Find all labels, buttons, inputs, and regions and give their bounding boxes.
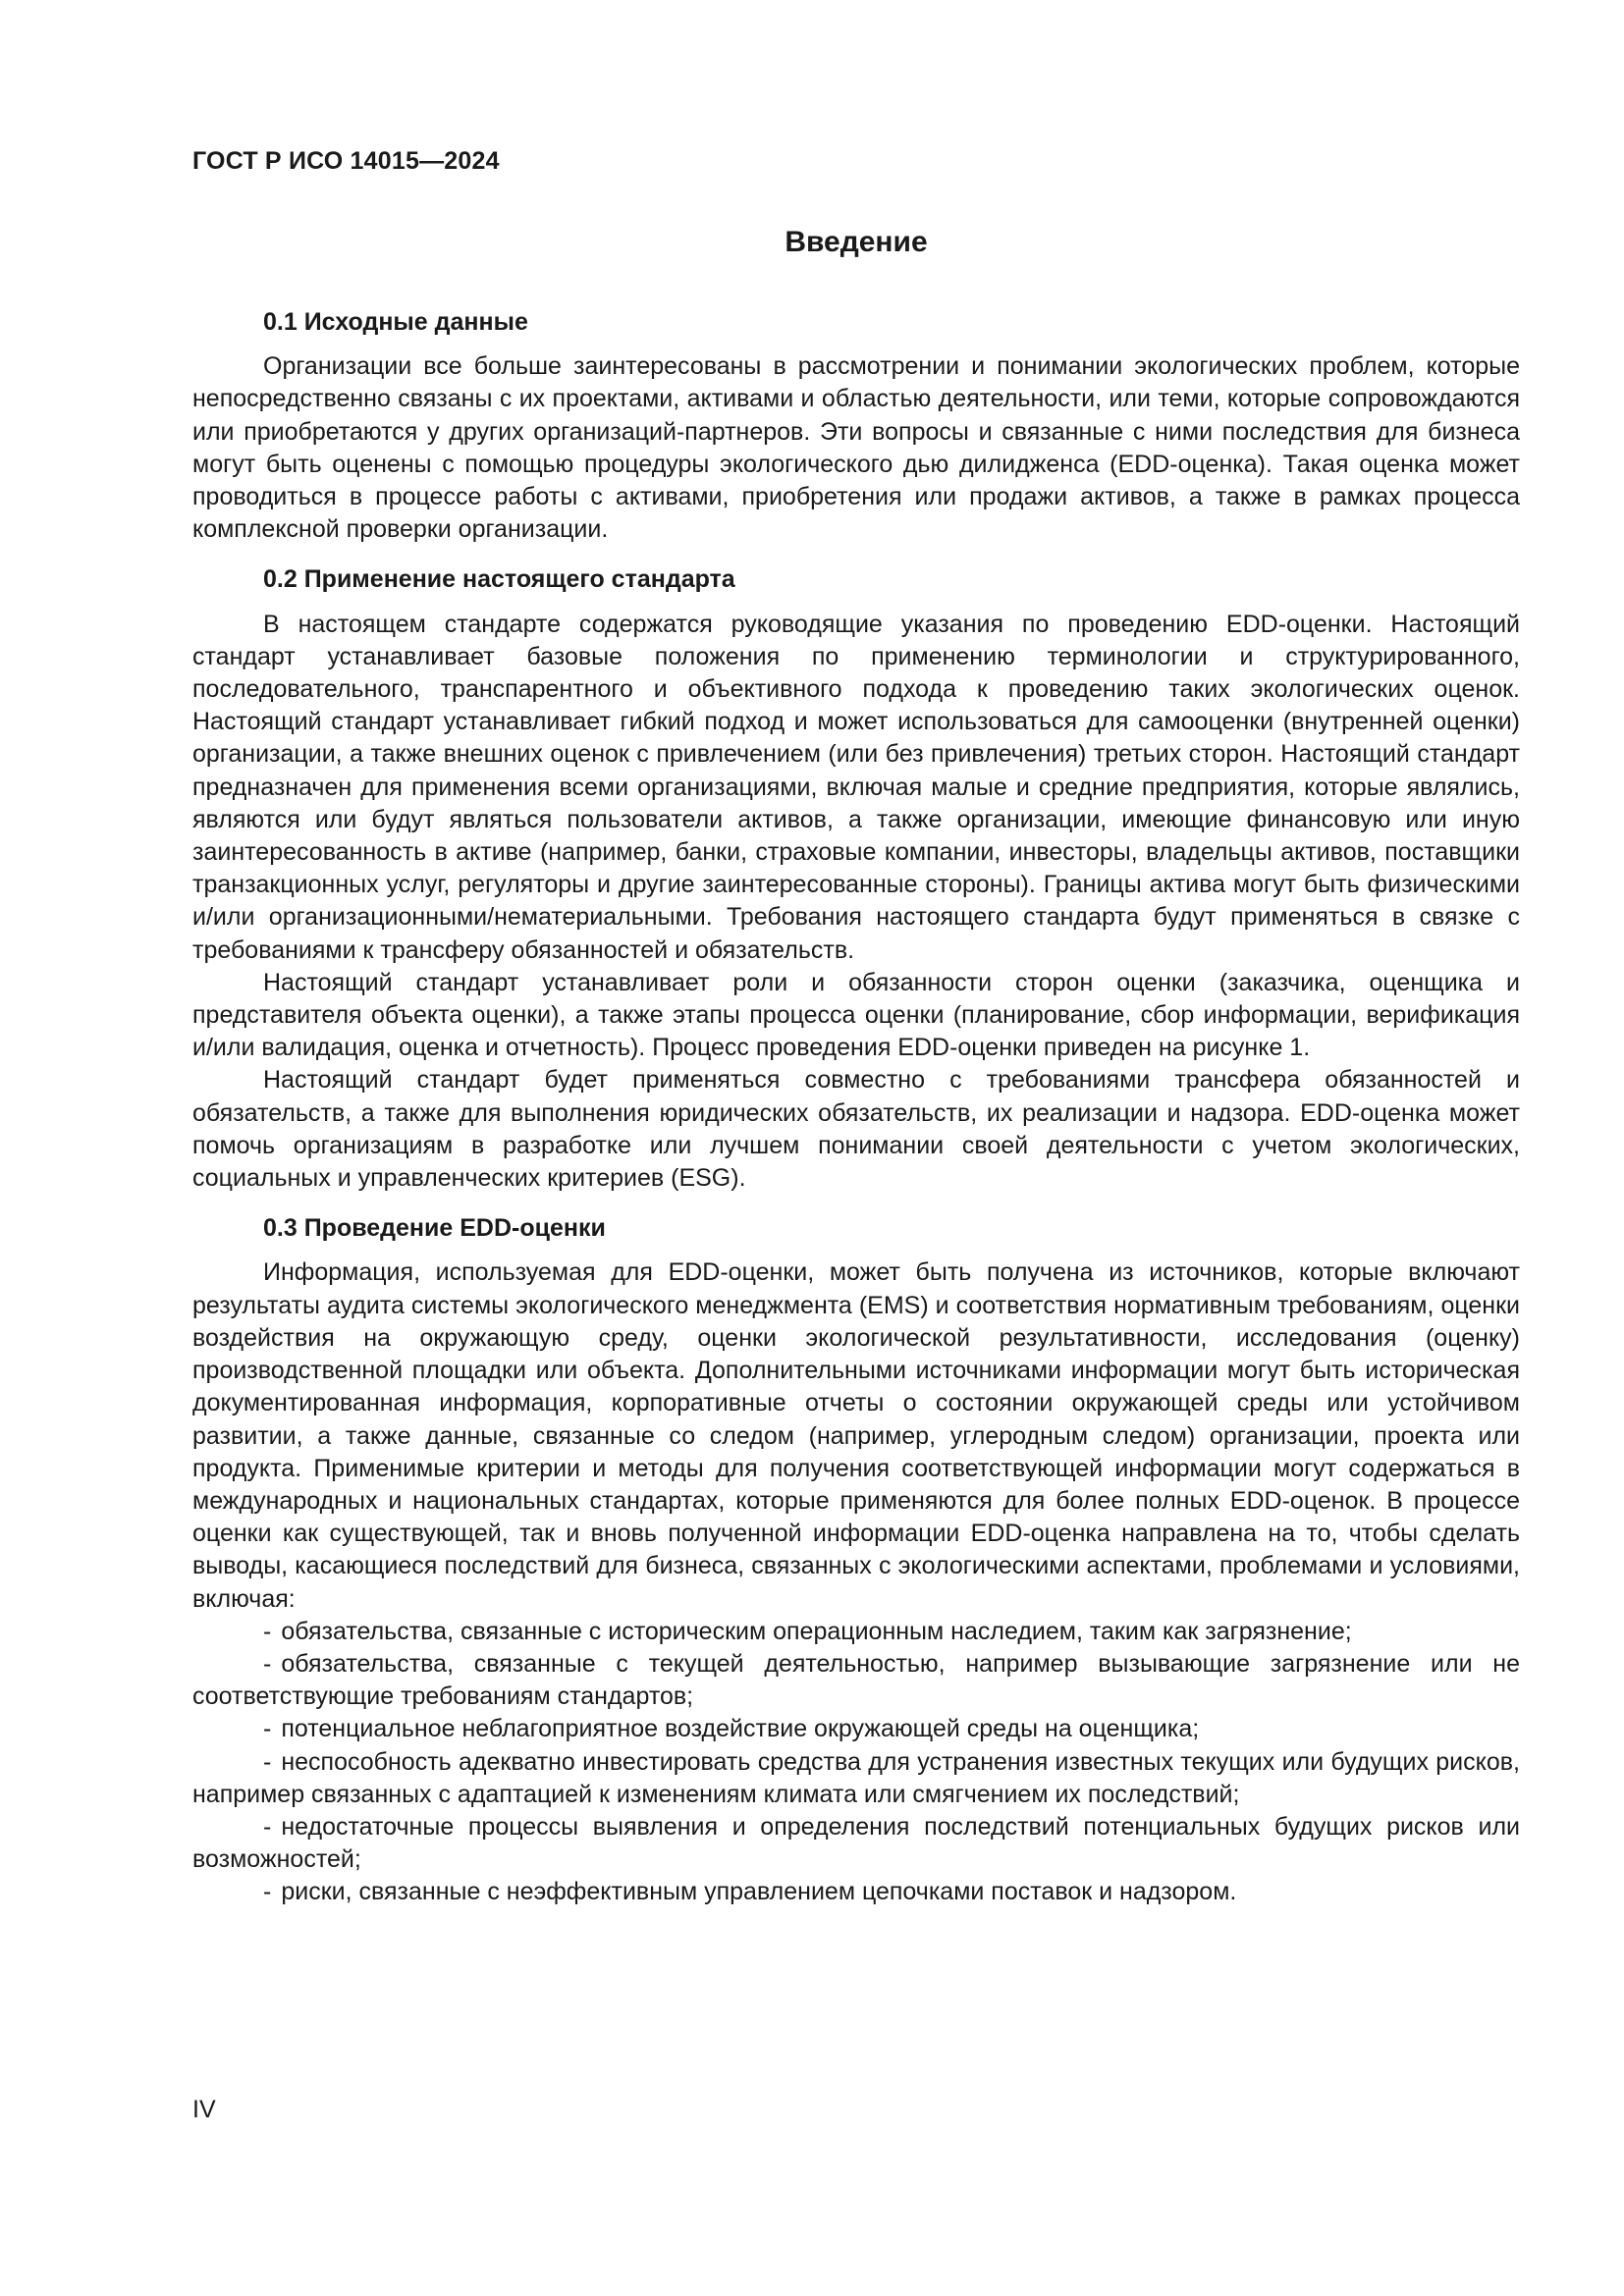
section-spacer <box>192 546 1520 563</box>
consequences-list <box>192 1616 1520 1909</box>
section-0-2 <box>192 563 1520 1195</box>
list-item <box>192 1713 1520 1745</box>
dash-marker: - <box>263 1812 272 1841</box>
list-item-text: обязательства, связанные с историческим операционным наследием, таким как загрязнение; <box>281 1617 1352 1645</box>
list-item <box>192 1746 1520 1811</box>
section-heading: 0.2 Применение настоящего стандарта <box>263 565 735 594</box>
list-item-text: недостаточные процессы выявления и определения последствий потенциальных будущих рисков или возможностей; <box>192 1812 1520 1874</box>
list-item <box>192 1811 1520 1876</box>
section-0-1 <box>192 306 1520 546</box>
section-heading: 0.3 Проведение EDD-оценки <box>263 1214 606 1243</box>
paragraph: Информация, используемая для EDD-оценки, может быть получена из источников, которые включают результаты аудита системы экологического менеджмента (EMS) и соответствия нормативным требованиям, оценки воздействия на окружающую среду, оценки экологической результативности, исследования (оценку) производственной площадки или объекта. Дополнительными источниками информации могут быть историческая документированная информация, корпоративные отчеты о состоянии окружающей среды или устойчивом развитии, а также данные, связанные со следом (например, углеродным следом) организации, проекта или продукта. Применимые критерии и методы для получения соответствующей информации могут содержаться в международных и национальных стандартах, которые применяются для более полных EDD-оценок. В процессе оценки как существующей, так и вновь полученной информации EDD-оценка направлена на то, чтобы сделать выводы, касающиеся последствий для бизнеса, связанных с экологическими аспектами, проблемами и условиями, включая: <box>192 1258 1520 1613</box>
dash-marker: - <box>263 1617 272 1645</box>
page-number: IV <box>192 2096 216 2123</box>
list-item <box>192 1616 1520 1648</box>
paragraph: Настоящий стандарт будет применяться совместно с требованиями трансфера обязанностей и обязательств, а также для выполнения юридических обязательств, их реализации и надзора. EDD-оценка может помочь организациям в разработке или лучшем понимании своей деятельности с учетом экологических, социальных и управленческих критериев (ESG). <box>192 1066 1520 1193</box>
list-item-text: неспособность адекватно инвестировать средства для устранения известных текущих или будущих рисков, например связанных с адаптацией к изменениям климата или смягчением их последствий; <box>192 1747 1520 1808</box>
dash-marker: - <box>263 1649 272 1678</box>
list-item <box>192 1876 1520 1908</box>
list-item-text: потенциальное неблагоприятное воздействие окружающей среды на оценщика; <box>281 1715 1200 1743</box>
section-heading: 0.1 Исходные данные <box>263 308 528 336</box>
document-page <box>192 0 1520 2296</box>
page-title: Введение <box>785 226 928 258</box>
list-item <box>192 1648 1520 1713</box>
list-item-text: риски, связанные с неэффективным управлением цепочками поставок и надзором. <box>281 1878 1237 1906</box>
dash-marker: - <box>263 1878 272 1906</box>
dash-marker: - <box>263 1747 272 1776</box>
paragraph: В настоящем стандарте содержатся руководящие указания по проведению EDD-оценки. Настоящий стандарт устанавливает базовые положения по применению терминологии и структурированного, последовательного, транспарентного и объективного подхода к проведению таких экологических оценок. Настоящий стандарт устанавливает гибкий подход и может использоваться для самооценки (внутренней оценки) организации, а также внешних оценок с привлечением (или без привлечения) третьих сторон. Настоящий стандарт предназначен для применения всеми организациями, включая малые и средние предприятия, которые являлись, являются или будут являться пользователи активов, а также организации, имеющие финансовую или иную заинтересованность в активе (например, банки, страховые компании, инвесторы, владельцы активов, поставщики транзакционных услуг, регуляторы и другие заинтересованные стороны). Границы актива могут быть физическими и/или организационными/нематериальными. Требования настоящего стандарта будут применяться в связке с требованиями к трансферу обязанностей и обязательств. <box>192 610 1520 964</box>
section-spacer <box>192 1195 1520 1212</box>
document-code: ГОСТ Р ИСО 14015—2024 <box>192 147 500 175</box>
paragraph: Настоящий стандарт устанавливает роли и обязанности сторон оценки (заказчика, оценщика и представителя объекта оценки), а также этапы процесса оценки (планирование, сбор информации, верификация и/или валидация, оценка и отчетность). Процесс проведения EDD-оценки приведен на рисунке 1. <box>192 968 1520 1062</box>
section-0-3 <box>192 1212 1520 1908</box>
paragraph: Организации все больше заинтересованы в рассмотрении и понимании экологических проблем, которые непосредственно связаны с их проектами, активами и областью деятельности, или теми, которые сопровождаются или приобретаются у других организаций-партнеров. Эти вопросы и связанные с ними последствия для бизнеса могут быть оценены с помощью процедуры экологического дью дилидженса (EDD-оценка). Такая оценка может проводиться в процессе работы с активами, приобретения или продажи активов, а также в рамках процесса комплексной проверки организации. <box>192 352 1520 544</box>
list-item-text: обязательства, связанные с текущей деятельностью, например вызывающие загрязнение или не соответствующие требованиям стандартов; <box>192 1649 1520 1711</box>
document-body <box>192 306 1520 1909</box>
dash-marker: - <box>263 1715 272 1743</box>
